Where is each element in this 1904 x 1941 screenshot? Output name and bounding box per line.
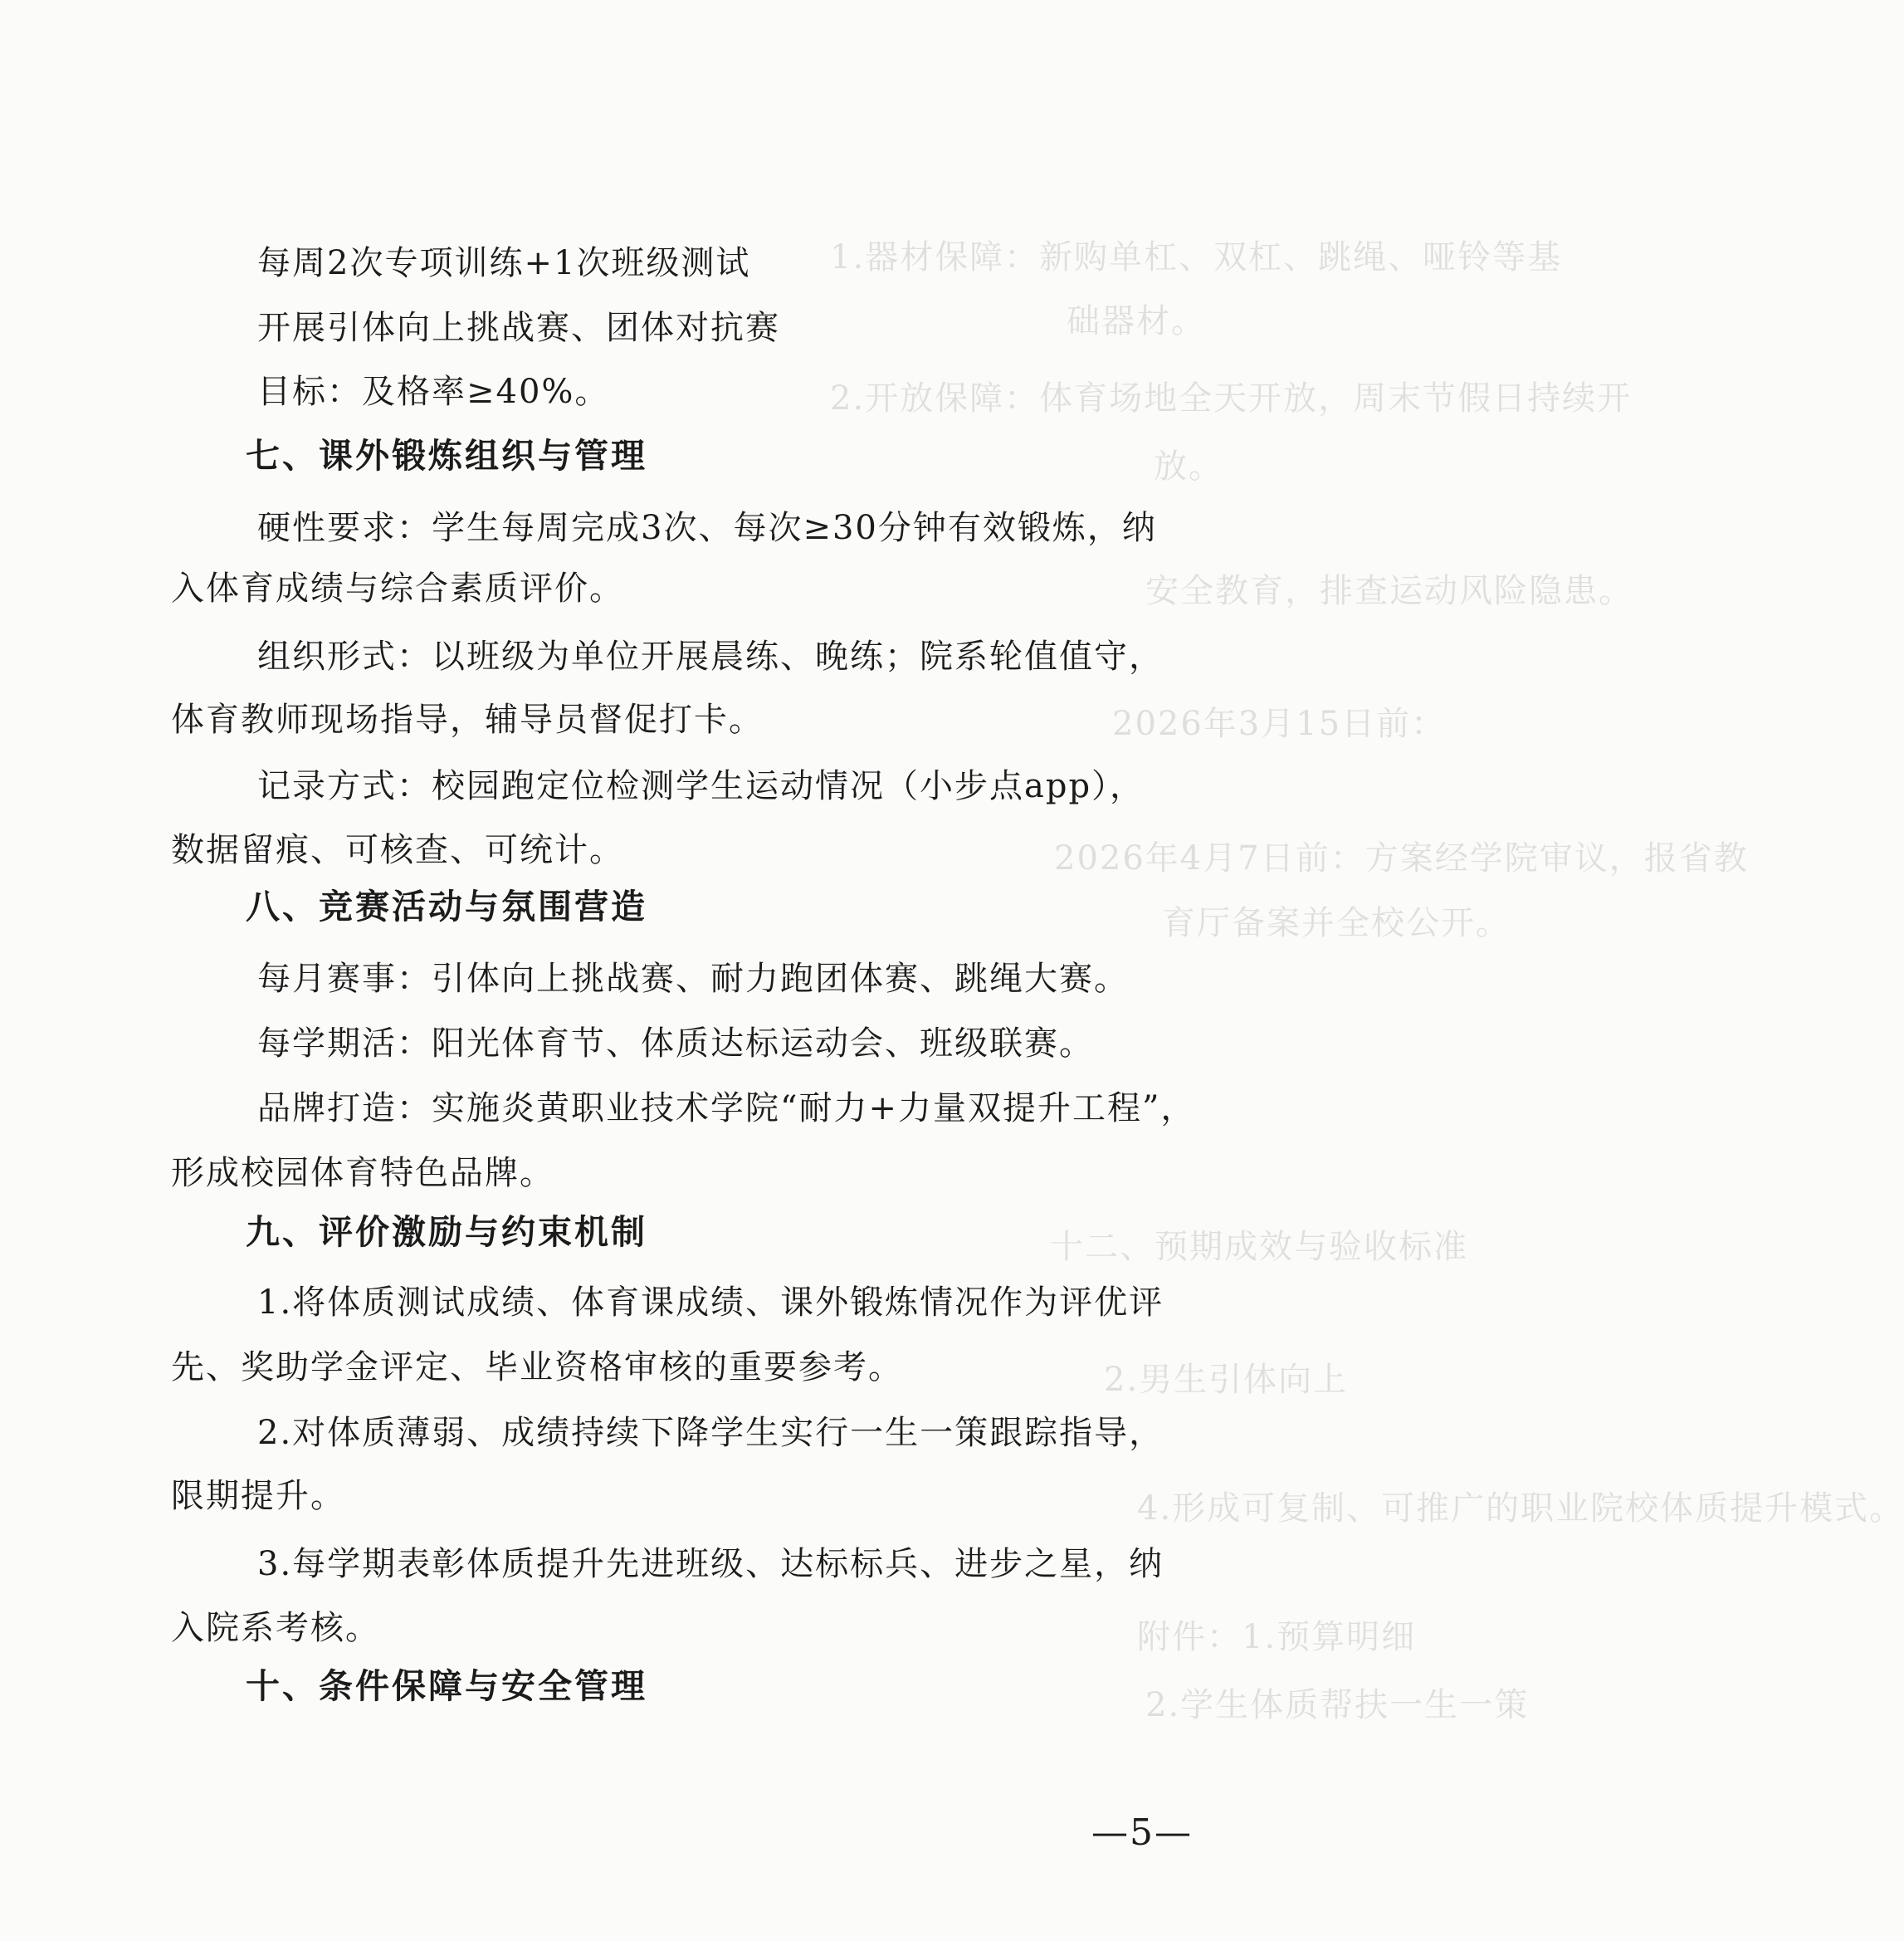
top-edge-mark [610,0,776,7]
body-line: 开展引体向上挑战赛、团体对抗赛 [257,309,780,347]
bleed-text: 安全教育，排查运动风险隐患。 [1145,572,1633,610]
body-line: 目标：及格率≥40%。 [257,373,610,411]
body-line: 3.每学期表彰体质提升先进班级、达标标兵、进步之星，纳 [257,1545,1164,1583]
body-line: 记录方式：校园跑定位检测学生运动情况（小步点app）， [257,767,1145,805]
body-line: 品牌打造：实施炎黄职业技术学院“耐力+力量双提升工程”， [257,1089,1196,1127]
bleed-text: 4.形成可复制、可推广的职业院校体质提升模式。 [1137,1489,1904,1528]
body-line: 1.将体质测试成绩、体育课成绩、课外锻炼情况作为评优评 [257,1283,1164,1322]
body-line: 每学期活：阳光体育节、体质达标运动会、班级联赛。 [257,1024,1094,1063]
section-heading: 八、竞赛活动与氛围营造 [246,887,647,926]
section-heading: 十、条件保障与安全管理 [246,1666,647,1706]
bleed-text: 附件：1.预算明细 [1137,1618,1417,1656]
body-line: 限期提升。 [171,1477,345,1515]
body-line: 每周2次专项训练+1次班级测试 [257,244,751,282]
bleed-text: 2.学生体质帮扶一生一策 [1145,1686,1530,1724]
body-line: 入院系考核。 [171,1609,380,1647]
bleed-text: 2026年3月15日前： [1112,705,1447,743]
bleed-text: 2026年4月7日前：方案经学院审议，报省教 [1054,839,1749,878]
body-line: 先、奖助学金评定、毕业资格审核的重要参考。 [171,1348,903,1386]
body-line: 每月赛事：引体向上挑战赛、耐力跑团体赛、跳绳大赛。 [257,960,1129,998]
section-heading: 七、课外锻炼组织与管理 [246,436,647,476]
body-line: 2.对体质薄弱、成绩持续下降学生实行一生一策跟踪指导， [257,1414,1164,1452]
bleed-text: 放。 [1154,447,1223,486]
bleed-text: 十二、预期成效与验收标准 [1050,1228,1468,1266]
page-number: —5— [1091,1811,1193,1854]
body-line: 体育教师现场指导，辅导员督促打卡。 [171,701,764,739]
bleed-text: 2.开放保障：体育场地全天开放，周末节假日持续开 [830,379,1633,418]
body-line: 入体育成绩与综合素质评价。 [171,570,624,608]
body-line: 硬性要求：学生每周完成3次、每次≥30分钟有效锻炼，纳 [257,509,1157,547]
bleed-text: 础器材。 [1067,302,1206,340]
body-line: 数据留痕、可核查、可统计。 [171,831,624,869]
body-line: 形成校园体育特色品牌。 [171,1154,554,1192]
bleed-text: 2.男生引体向上 [1104,1361,1349,1399]
bleed-text: 育厅备案并全校公开。 [1162,904,1511,942]
body-line: 组织形式：以班级为单位开展晨练、晚练；院系轮值值守， [257,638,1164,676]
bleed-text: 1.器材保障：新购单杠、双杠、跳绳、哑铃等基 [830,238,1563,276]
section-heading: 九、评价激励与约束机制 [246,1212,647,1252]
